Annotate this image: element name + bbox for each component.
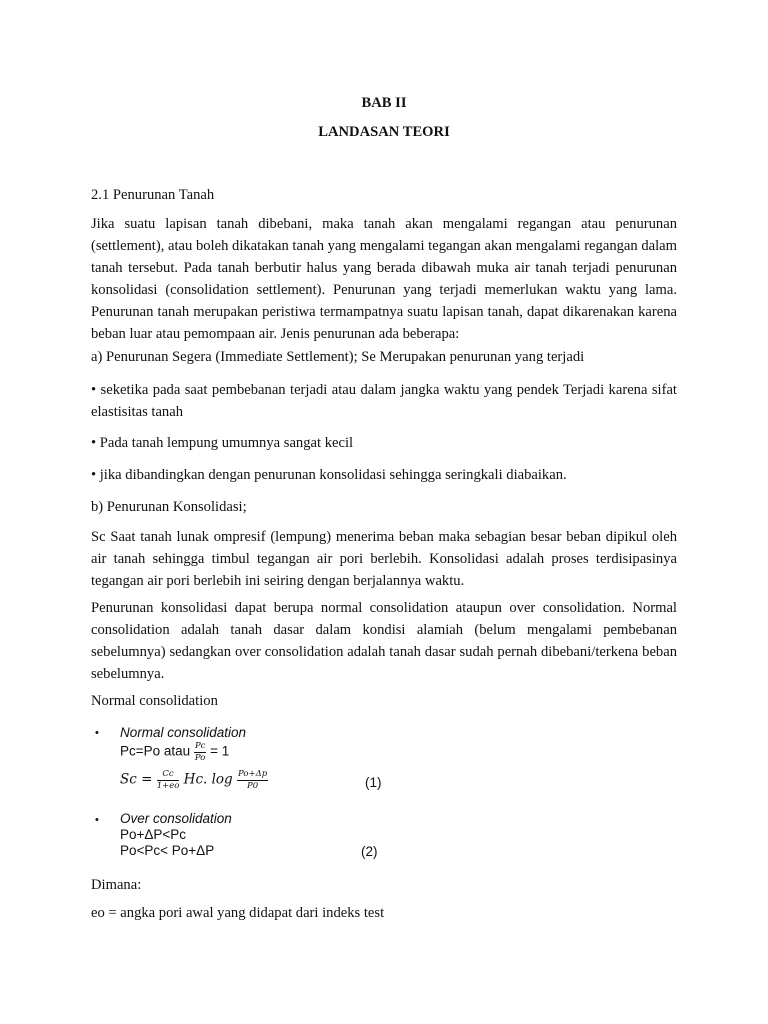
bullet-icon: •	[95, 814, 99, 826]
definition-eo: eo = angka pori awal yang didapat dari indeks test	[91, 905, 385, 921]
settlement-formula: Sc = $\frac{Cc}{1+eo}$ Hc. log $\frac{Po+\Delta p}{P0}$	[120, 769, 268, 791]
chapter-number: BAB II	[361, 95, 407, 111]
normal-consolidation-label: Normal consolidation	[91, 693, 218, 709]
section-title: 2.1 Penurunan Tanah	[91, 187, 215, 203]
equation-suffix: = 1	[206, 743, 230, 759]
fraction-pc-over-po: $\frac{Pc}{Po}$	[194, 741, 206, 763]
formula-figure	[91, 722, 411, 862]
bullet-item-3: • jika dibandingkan dengan penurunan konsolidasi sehingga seringkali diabaikan.	[91, 467, 567, 483]
over-consolidation-title: Over consolidation	[120, 811, 232, 826]
bullet-item-1: • seketika pada saat pembebanan terjadi atau dalam jangka waktu yang pendek Terjadi karena sifat elastisitas tanah	[91, 382, 677, 420]
over-consolidation-condition-2: Po<Pc< Po+ΔP	[120, 843, 215, 858]
normal-consolidation-equation	[120, 742, 229, 762]
paragraph-sc: Sc Saat tanah lunak ompresif (lempung) menerima beban maka sebagian besar beban dipikul oleh air tanah sehingga timbul tegangan air pori berlebih. Konsolidasi adalah proses terdisipasinya tegangan air pori berlebih ini seiring dengan berjalannya waktu.	[91, 529, 677, 589]
item-b-consolidation: b) Penurunan Konsolidasi;	[91, 499, 247, 515]
bullet-item-2: • Pada tanah lempung umumnya sangat kecil	[91, 435, 354, 451]
bullet-icon: •	[95, 727, 99, 739]
item-a-immediate-settlement: a) Penurunan Segera (Immediate Settlement); Se Merupakan penurunan yang terjadi	[91, 349, 585, 365]
normal-consolidation-title: Normal consolidation	[120, 725, 247, 740]
fraction-cc-over-1-eo: $\frac{Cc}{1+eo}$	[156, 769, 180, 791]
equation-prefix: Pc=Po atau	[120, 743, 194, 759]
paragraph-consolidation-types: Penurunan konsolidasi dapat berupa normal consolidation ataupun over consolidation. Normal consolidation adalah tanah dasar dalam kondisi alamiah (belum mengalami pembebanan sebelumnya) sedangkan over consolidation adalah tanah dasar sudah pernah dibebani/terkena beban sebelumnya.	[91, 600, 677, 682]
fraction-po-dp-over-p0: $\frac{Po+\Delta p}{P0}$	[237, 769, 268, 791]
equation-number-1: (1)	[365, 775, 382, 790]
intro-paragraph: Jika suatu lapisan tanah dibebani, maka tanah akan mengalami regangan atau penurunan (settlement), atau boleh dikatakan tanah yang mengalami tegangan akan mengalami regangan dalam tanah tersebut. Pada tanah berbutir halus yang berada dibawah muka air tanah terjadi penurunan konsolidasi (consolidation settlement). Penurunan yang terjadi memerlukan waktu yang lama. Penurunan tanah merupakan peristiwa termampatnya suatu lapisan tanah, dapat dikarenakan karena beban luar atau pemompaan air. Jenis penurunan ada beberapa:	[91, 216, 677, 342]
dimana-label: Dimana:	[91, 877, 142, 893]
equation-number-2: (2)	[361, 844, 378, 859]
over-consolidation-condition-1: Po+ΔP<Pc	[120, 827, 187, 842]
chapter-title: LANDASAN TEORI	[318, 124, 450, 140]
